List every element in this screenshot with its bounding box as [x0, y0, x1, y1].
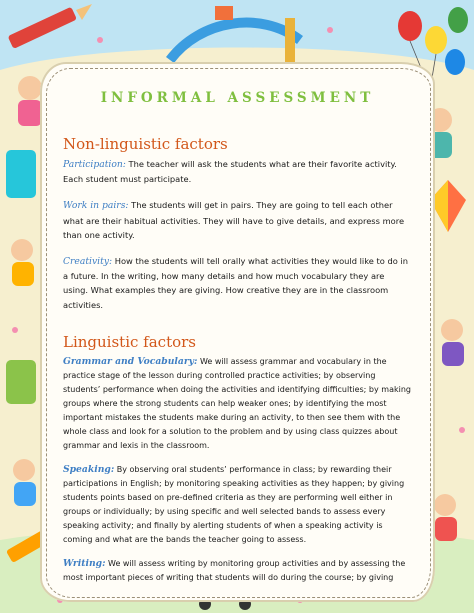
text-grammar-vocabulary: We will assess grammar and vocabulary in the practice stage of the lesson during controlled practice activities; by observing students’ performance when doing the activities and identifying difficulties; by making groups where the strong students can help weaker ones; by identifying the most important mistakes the students make during an activity, to then see them with the whole class and look for a solution to the problem and by using class quizzes about grammar and lexis in the classroom.	[63, 356, 411, 450]
document-body	[63, 90, 412, 595]
paragraph-creativity	[63, 254, 412, 312]
text-participation: The teacher will ask the students what are their favorite activity. Each student must participate.	[63, 159, 397, 185]
document-title: INFORMAL ASSESSMENT	[100, 90, 375, 106]
paragraph-speaking	[63, 463, 412, 547]
section-heading-non-linguistic: Non-linguistic factors	[63, 135, 228, 153]
paragraph-participation	[63, 157, 412, 186]
term-creativity: Creativity:	[63, 256, 113, 268]
term-grammar-vocabulary: Grammar and Vocabulary:	[63, 355, 198, 367]
term-writing: Writing:	[63, 557, 106, 569]
paragraph-work-in-pairs	[63, 198, 412, 242]
term-speaking: Speaking:	[63, 463, 115, 475]
text-speaking: By observing oral students’ performance in class; by rewarding their participations in English; by monitoring speaking activities as they happen; by giving students points based on pre-defined criteria as they are performing well either in groups or individually; by using specific and well selected bands to assess every speaking activity; and finally by alerting students of when a speaking activity is coming and what are the bands the teacher going to assess.	[63, 464, 405, 544]
paragraph-writing	[63, 557, 412, 585]
paragraph-grammar-vocabulary	[63, 355, 412, 453]
text-work-in-pairs: The students will get in pairs. They are going to tell each other what are their habitual activities. They will have to give details, and express more than one activity.	[63, 200, 405, 240]
text-creativity: How the students will tell orally what activities they would like to do in a future. In the writing, how many details and how much vocabulary they are using. What examples they are giving. How creative they are in the classroom activities.	[63, 256, 408, 310]
text-writing: We will assess writing by monitoring group activities and by assessing the most important pieces of writing that students will do during the course; by giving	[63, 558, 406, 582]
section-heading-linguistic: Linguistic factors	[63, 332, 196, 351]
term-work-in-pairs: Work in pairs:	[63, 200, 129, 212]
term-participation: Participation:	[63, 159, 126, 170]
